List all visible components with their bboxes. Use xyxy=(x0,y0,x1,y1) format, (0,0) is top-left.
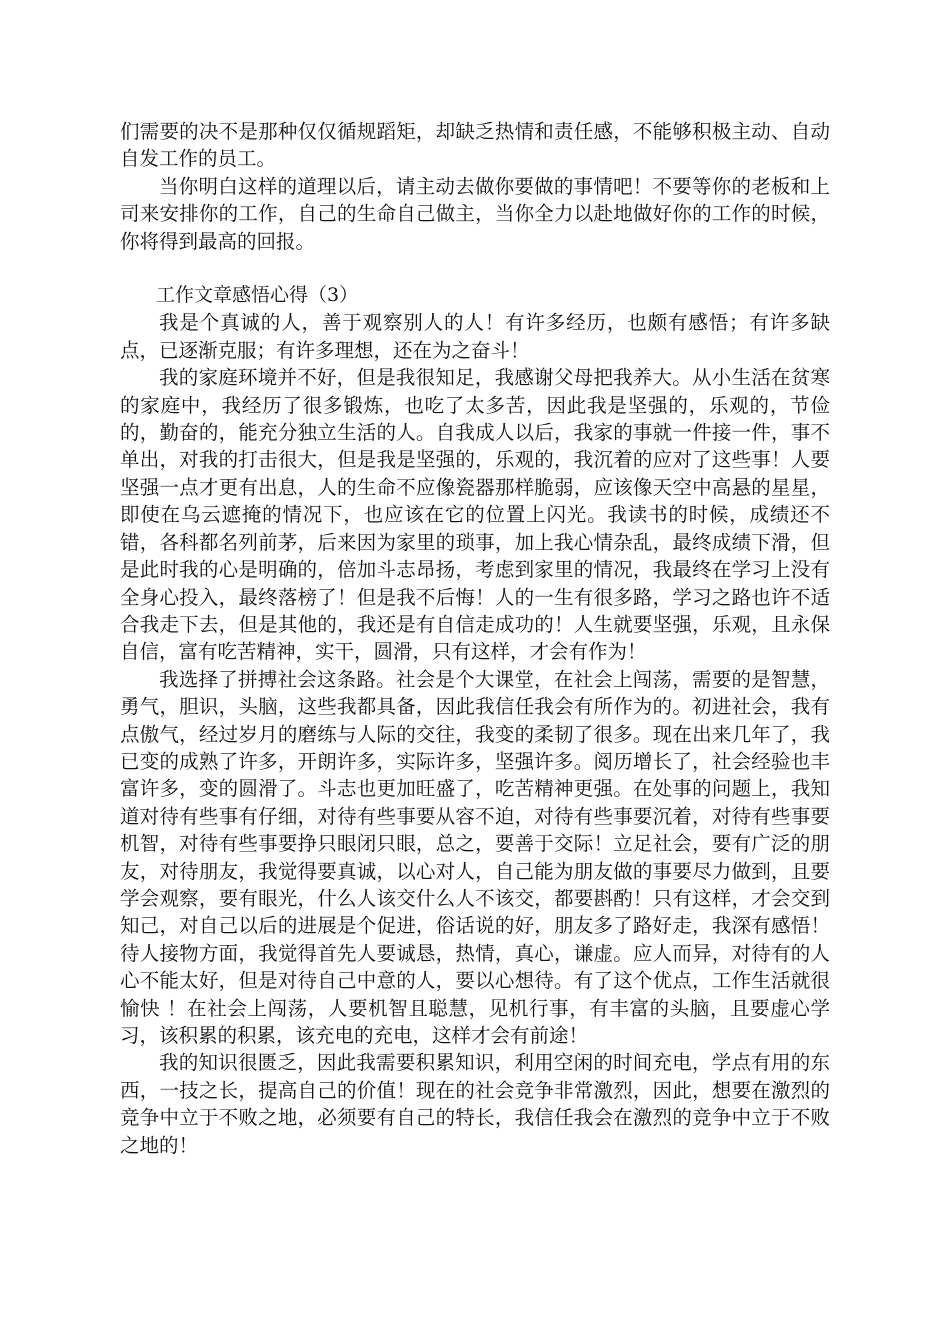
section-heading: 工作文章感悟心得（3） xyxy=(156,284,359,307)
paragraph-take-initiative: 当你明白这样的道理以后，请主动去做你要做的事情吧！不要等你的老板和上司来安排你的工作，自己的生命自己做主，当你全力以赴地做好你的工作的时候，你将得到最高的回报。 xyxy=(120,174,830,253)
document-page xyxy=(120,118,830,1159)
paragraph-society: 我选择了拼搏社会这条路。社会是个大课堂，在社会上闯荡，需要的是智慧，勇气，胆识，头脑，这些我都具备，因此我信任我会有所作为的。初进社会，我有点傲气，经过岁月的磨练与人际的交往，我变的柔韧了很多。现在出来几年了，我已变的成熟了许多，开朗许多，实际许多，坚强许多。阅历增长了，社会经验也丰富许多，变的圆滑了。斗志也更加旺盛了，吃苦精神更强。在处事的问题上，我知道对待有些事有仔细，对待有些事要从容不迫，对待有些事要沉着，对待有些事要机智，对待有些事要挣只眼闭只眼，总之，要善于交际！立足社会，要有广泛的朋友，对待朋友，我觉得要真诚，以心对人，自己能为朋友做的事要尽力做到，且要学会观察，要有眼光，什么人该交什么人不该交，都要斟酌！只有这样，才会交到知己，对自己以后的进展是个促进，俗话说的好，朋友多了路好走，我深有感悟！待人接物方面，我觉得首先人要诚恳，热情，真心，谦虚。应人而异，对待有的人心不能太好，但是对待自己中意的人，要以心想待。有了这个优点，工作生活就很愉快 ！在社会上闯荡，人要机智且聪慧，见机行事，有丰富的头脑，且要虚心学习，该积累的积累，该充电的充电，这样才会有前途！ xyxy=(120,667,830,1047)
paragraph-family: 我的家庭环境并不好，但是我很知足，我感谢父母把我养大。从小生活在贫寒的家庭中，我经历了很多锻炼，也吃了太多苦，因此我是坚强的，乐观的，节俭的，勤奋的，能充分独立生活的人。自我成人以后，我家的事就一件接一件，事不单出，对我的打击很大，但是我是坚强的，乐观的，我沉着的应对了这些事！人要坚强一点才更有出息，人的生命不应像瓷器那样脆弱，应该像天空中高悬的星星，即使在乌云遮掩的情况下，也应该在它的位置上闪光。我读书的时候，成绩还不错，各科都名列前茅，后来因为家里的琐事，加上我心情杂乱，最终成绩下滑，但是此时我的心是明确的，倍加斗志昂扬，考虑到家里的情况，我最终在学习上没有全身心投入，最终落榜了！但是我不后悔！人的一生有很多路，学习之路也许不适合我走下去，但是其他的，我还是有自信走成功的！人生就要坚强，乐观，且永保自信，富有吃苦精神，实干，圆滑，只有这样，才会有作为！ xyxy=(120,366,830,664)
blank-line xyxy=(120,255,830,282)
paragraph-knowledge: 我的知识很匮乏，因此我需要积累知识，利用空闲的时间充电，学点有用的东西，一技之长，提高自己的价值！现在的社会竞争非常激烈，因此，想要在激烈的竞争中立于不败之地，必须要有自己的特长，我信任我会在激烈的竞争中立于不败之地的！ xyxy=(120,1051,830,1157)
paragraph-continuation: 们需要的决不是那种仅仅循规蹈矩，却缺乏热情和责任感，不能够积极主动、自动自发工作的员工。 xyxy=(120,120,830,171)
paragraph-self-intro: 我是个真诚的人，善于观察别人的人！有许多经历，也颇有感悟；有许多缺点，已逐渐克服；有许多理想，还在为之奋斗！ xyxy=(120,311,830,362)
